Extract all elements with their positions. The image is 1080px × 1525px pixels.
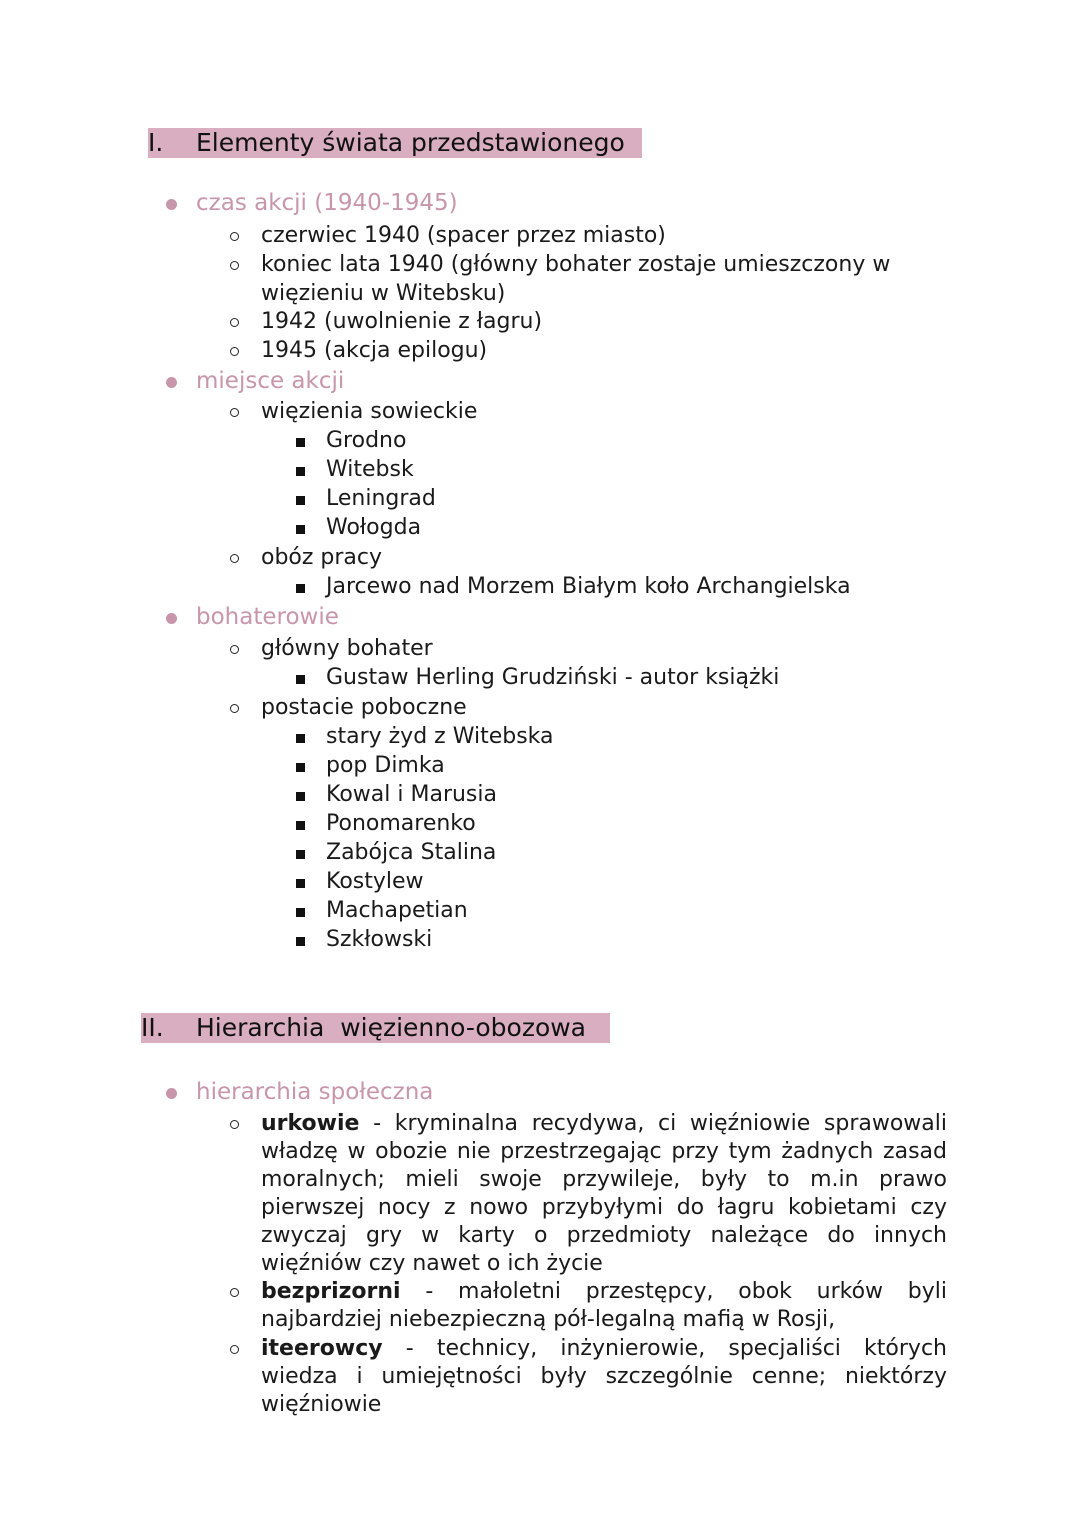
bullet-ring [230,1120,239,1129]
list-item: koniec lata 1940 (główny bohater zostaje umieszczony w [261,252,891,277]
bullet-square [296,908,305,917]
bullet-square [296,496,305,505]
bullet-ring [230,318,239,327]
bullet-ring [230,554,239,563]
bezprizorni-paragraph [261,1278,947,1334]
bullet-square [296,850,305,859]
list-subitem: Witebsk [326,457,414,482]
list-subitem: Kostylew [326,869,424,894]
iteerowcy-paragraph [261,1335,947,1419]
bezprizorni-term: bezprizorni [261,1279,401,1304]
bullet-square [296,675,305,684]
bullet-ring [230,261,239,270]
list-item: główny bohater [261,636,433,661]
iteerowcy-definition: - technicy, inżynierowie, specjaliści których wiedza i umiejętności były szczególnie cenne; niektórzy więźniowie [261,1336,947,1417]
section-1-title: Elementy świata przedstawionego [196,128,625,157]
miejsce-akcji-label: miejsce akcji [196,368,345,394]
list-subitem: Jarcewo nad Morzem Białym koło Archangielska [326,574,851,599]
bullet-dot [166,1088,177,1099]
list-subitem: stary żyd z Witebska [326,724,554,749]
bullet-square [296,937,305,946]
bullet-square [296,584,305,593]
list-subitem: Szkłowski [326,927,433,952]
list-subitem: Gustaw Herling Grudziński - autor książki [326,665,780,690]
bullet-square [296,763,305,772]
urkowie-paragraph [261,1110,947,1278]
bullet-ring [230,1345,239,1354]
list-subitem: pop Dimka [326,753,445,778]
list-item: obóz pracy [261,545,383,570]
list-subitem: Leningrad [326,486,436,511]
bullet-ring [230,408,239,417]
urkowie-definition: - kryminalna recydywa, ci więźniowie sprawowali władzę w obozie nie przestrzegając przy tym żadnych zasad moralnych; mieli swoje przywileje, były to m.in prawo pierwszej nocy z nowo przybyłymi do łagru kobietami czy zwyczaj gry w karty o przedmioty należące do innych więźniów czy nawet o ich życie [261,1111,947,1276]
bohaterowie-label: bohaterowie [196,604,339,630]
bullet-square [296,734,305,743]
bullet-ring [230,347,239,356]
list-item: więzienia sowieckie [261,399,478,424]
bullet-square [296,525,305,534]
bullet-ring [230,645,239,654]
bullet-ring [230,1288,239,1297]
bullet-square [296,438,305,447]
list-subitem: Grodno [326,428,407,453]
list-item: postacie poboczne [261,695,467,720]
bullet-square [296,821,305,830]
czas-akcji-label: czas akcji (1940-1945) [196,190,458,216]
bullet-square [296,467,305,476]
bullet-ring [230,232,239,241]
list-subitem: Kowal i Marusia [326,782,497,807]
list-item: 1942 (uwolnienie z łagru) [261,309,543,334]
list-subitem: Machapetian [326,898,468,923]
section-1-number: I. [148,128,164,157]
bullet-square [296,792,305,801]
hierarchia-label: hierarchia społeczna [196,1079,434,1105]
list-item: 1945 (akcja epilogu) [261,338,488,363]
bullet-square [296,879,305,888]
bezprizorni-definition: - małoletni przestępcy, obok urków byli najbardziej niebezpieczną pół-legalną mafią w Rosji, [261,1279,947,1332]
list-subitem: Zabójca Stalina [326,840,497,865]
section-2-header [0,1013,700,1043]
section-1-header [0,128,700,158]
bullet-dot [166,199,177,210]
bullet-dot [166,377,177,388]
section-2-number: II. [141,1013,164,1042]
list-item: czerwiec 1940 (spacer przez miasto) [261,223,666,248]
list-item-continuation: więzieniu w Witebsku) [261,281,506,306]
urkowie-term: urkowie [261,1111,360,1136]
bullet-ring [230,704,239,713]
list-subitem: Ponomarenko [326,811,476,836]
iteerowcy-term: iteerowcy [261,1336,383,1361]
section-2-title: Hierarchia więzienno-obozowa [196,1013,587,1042]
list-subitem: Wołogda [326,515,422,540]
bullet-dot [166,613,177,624]
